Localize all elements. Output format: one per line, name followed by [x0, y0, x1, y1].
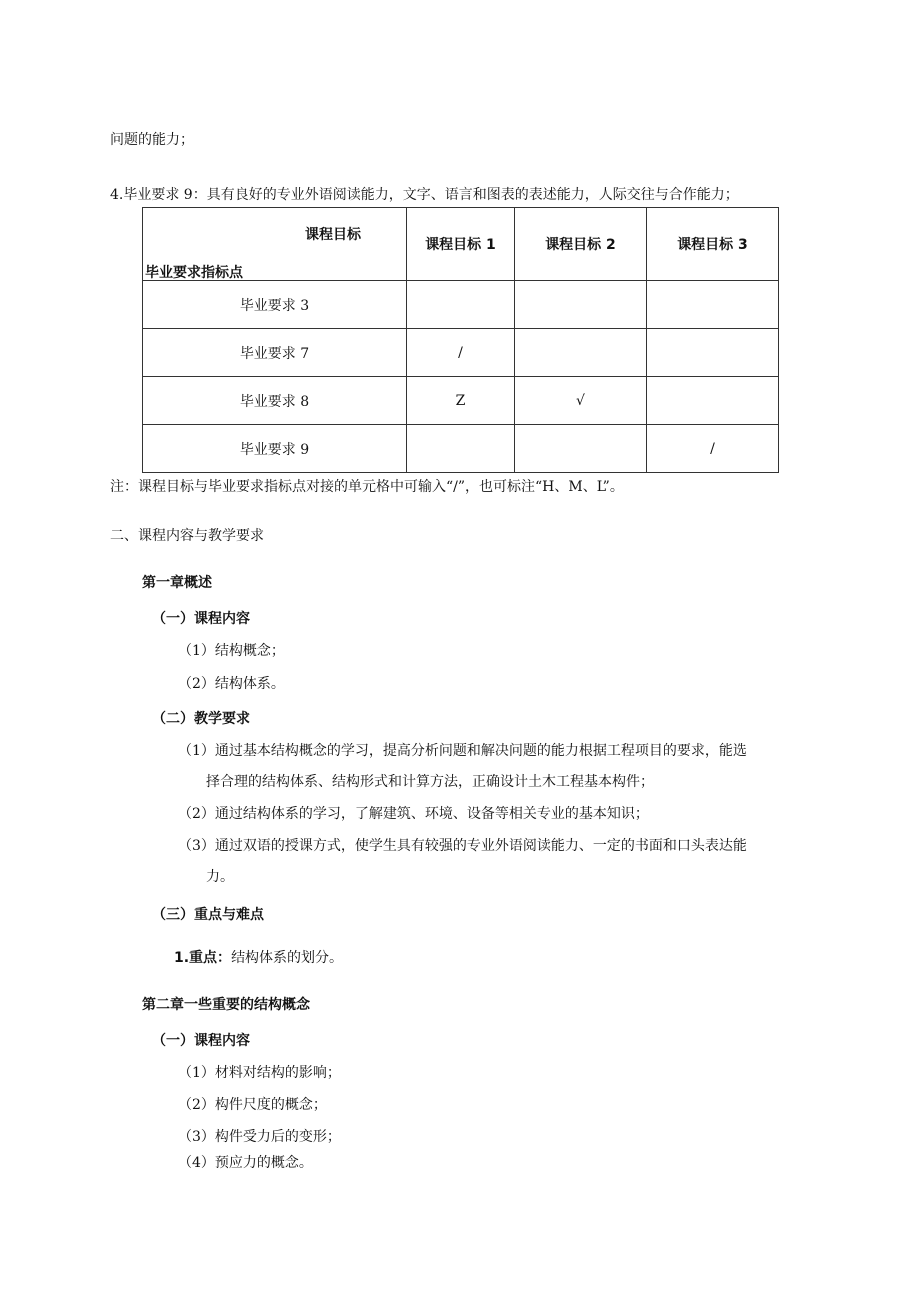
objectives-matrix-table — [142, 207, 779, 473]
chapter-2-title: 第二章一些重要的结构概念 — [142, 997, 310, 1013]
key-point-label: 1.重点： — [174, 950, 232, 966]
table-cell: / — [647, 425, 779, 473]
table-corner-cell — [143, 208, 407, 281]
list-item: （2）构件尺度的概念； — [178, 1097, 327, 1113]
chapter-1-title: 第一章概述 — [142, 575, 212, 591]
table-cell — [647, 281, 779, 329]
table-note: 注：课程目标与毕业要求指标点对接的单元格中可输入“/”，也可标注“H、M、L”。 — [110, 479, 624, 495]
key-point-text: 结构体系的划分。 — [231, 950, 344, 966]
intro-line: 问题的能力； — [110, 132, 194, 148]
table-cell — [515, 329, 647, 377]
key-point — [174, 949, 343, 967]
row-label: 毕业要求 7 — [143, 329, 407, 377]
chapter-1-key-heading: （三）重点与难点 — [152, 907, 264, 923]
table-header-row — [143, 208, 779, 281]
corner-top-label: 课程目标 — [305, 227, 361, 243]
list-item: （3）构件受力后的变形； — [178, 1129, 341, 1145]
table-cell: Z — [407, 377, 515, 425]
table-row — [143, 329, 779, 377]
table-row — [143, 281, 779, 329]
header-objective-1: 课程目标 1 — [407, 208, 515, 281]
chapter-1-content-heading: （一）课程内容 — [152, 611, 250, 627]
row-label: 毕业要求 8 — [143, 377, 407, 425]
requirement-3-line-1: （3）通过双语的授课方式，使学生具有较强的专业外语阅读能力、一定的书面和口头表达能 — [178, 838, 747, 854]
list-item: （4）预应力的概念。 — [178, 1155, 313, 1171]
table-cell — [407, 425, 515, 473]
table-cell: / — [407, 329, 515, 377]
table-cell — [647, 377, 779, 425]
table-cell — [515, 425, 647, 473]
list-item: （2）结构体系。 — [178, 676, 285, 692]
list-item: （1）结构概念； — [178, 643, 285, 659]
chapter-1-requirements-heading: （二）教学要求 — [152, 711, 250, 727]
requirement-1-line-2: 择合理的结构体系、结构形式和计算方法，正确设计土木工程基本构件； — [206, 774, 654, 790]
requirement-3-line-2: 力。 — [206, 869, 234, 885]
requirement-9-text: 4.毕业要求 9：具有良好的专业外语阅读能力，文字、语言和图表的表述能力，人际交往与合作能力； — [110, 187, 739, 203]
table-cell: √ — [515, 377, 647, 425]
table-cell — [647, 329, 779, 377]
requirement-2: （2）通过结构体系的学习，了解建筑、环境、设备等相关专业的基本知识； — [178, 806, 649, 822]
section-2-title: 二、课程内容与教学要求 — [110, 528, 264, 544]
table-cell — [407, 281, 515, 329]
table-row — [143, 425, 779, 473]
header-objective-3: 课程目标 3 — [647, 208, 779, 281]
row-label: 毕业要求 9 — [143, 425, 407, 473]
table-row — [143, 377, 779, 425]
chapter-2-content-heading: （一）课程内容 — [152, 1033, 250, 1049]
row-label: 毕业要求 3 — [143, 281, 407, 329]
table-cell — [515, 281, 647, 329]
header-objective-2: 课程目标 2 — [515, 208, 647, 281]
corner-bottom-label: 毕业要求指标点 — [145, 265, 243, 281]
list-item: （1）材料对结构的影响； — [178, 1065, 341, 1081]
requirement-1-line-1: （1）通过基本结构概念的学习，提高分析问题和解决问题的能力根据工程项目的要求，能选 — [178, 743, 747, 759]
